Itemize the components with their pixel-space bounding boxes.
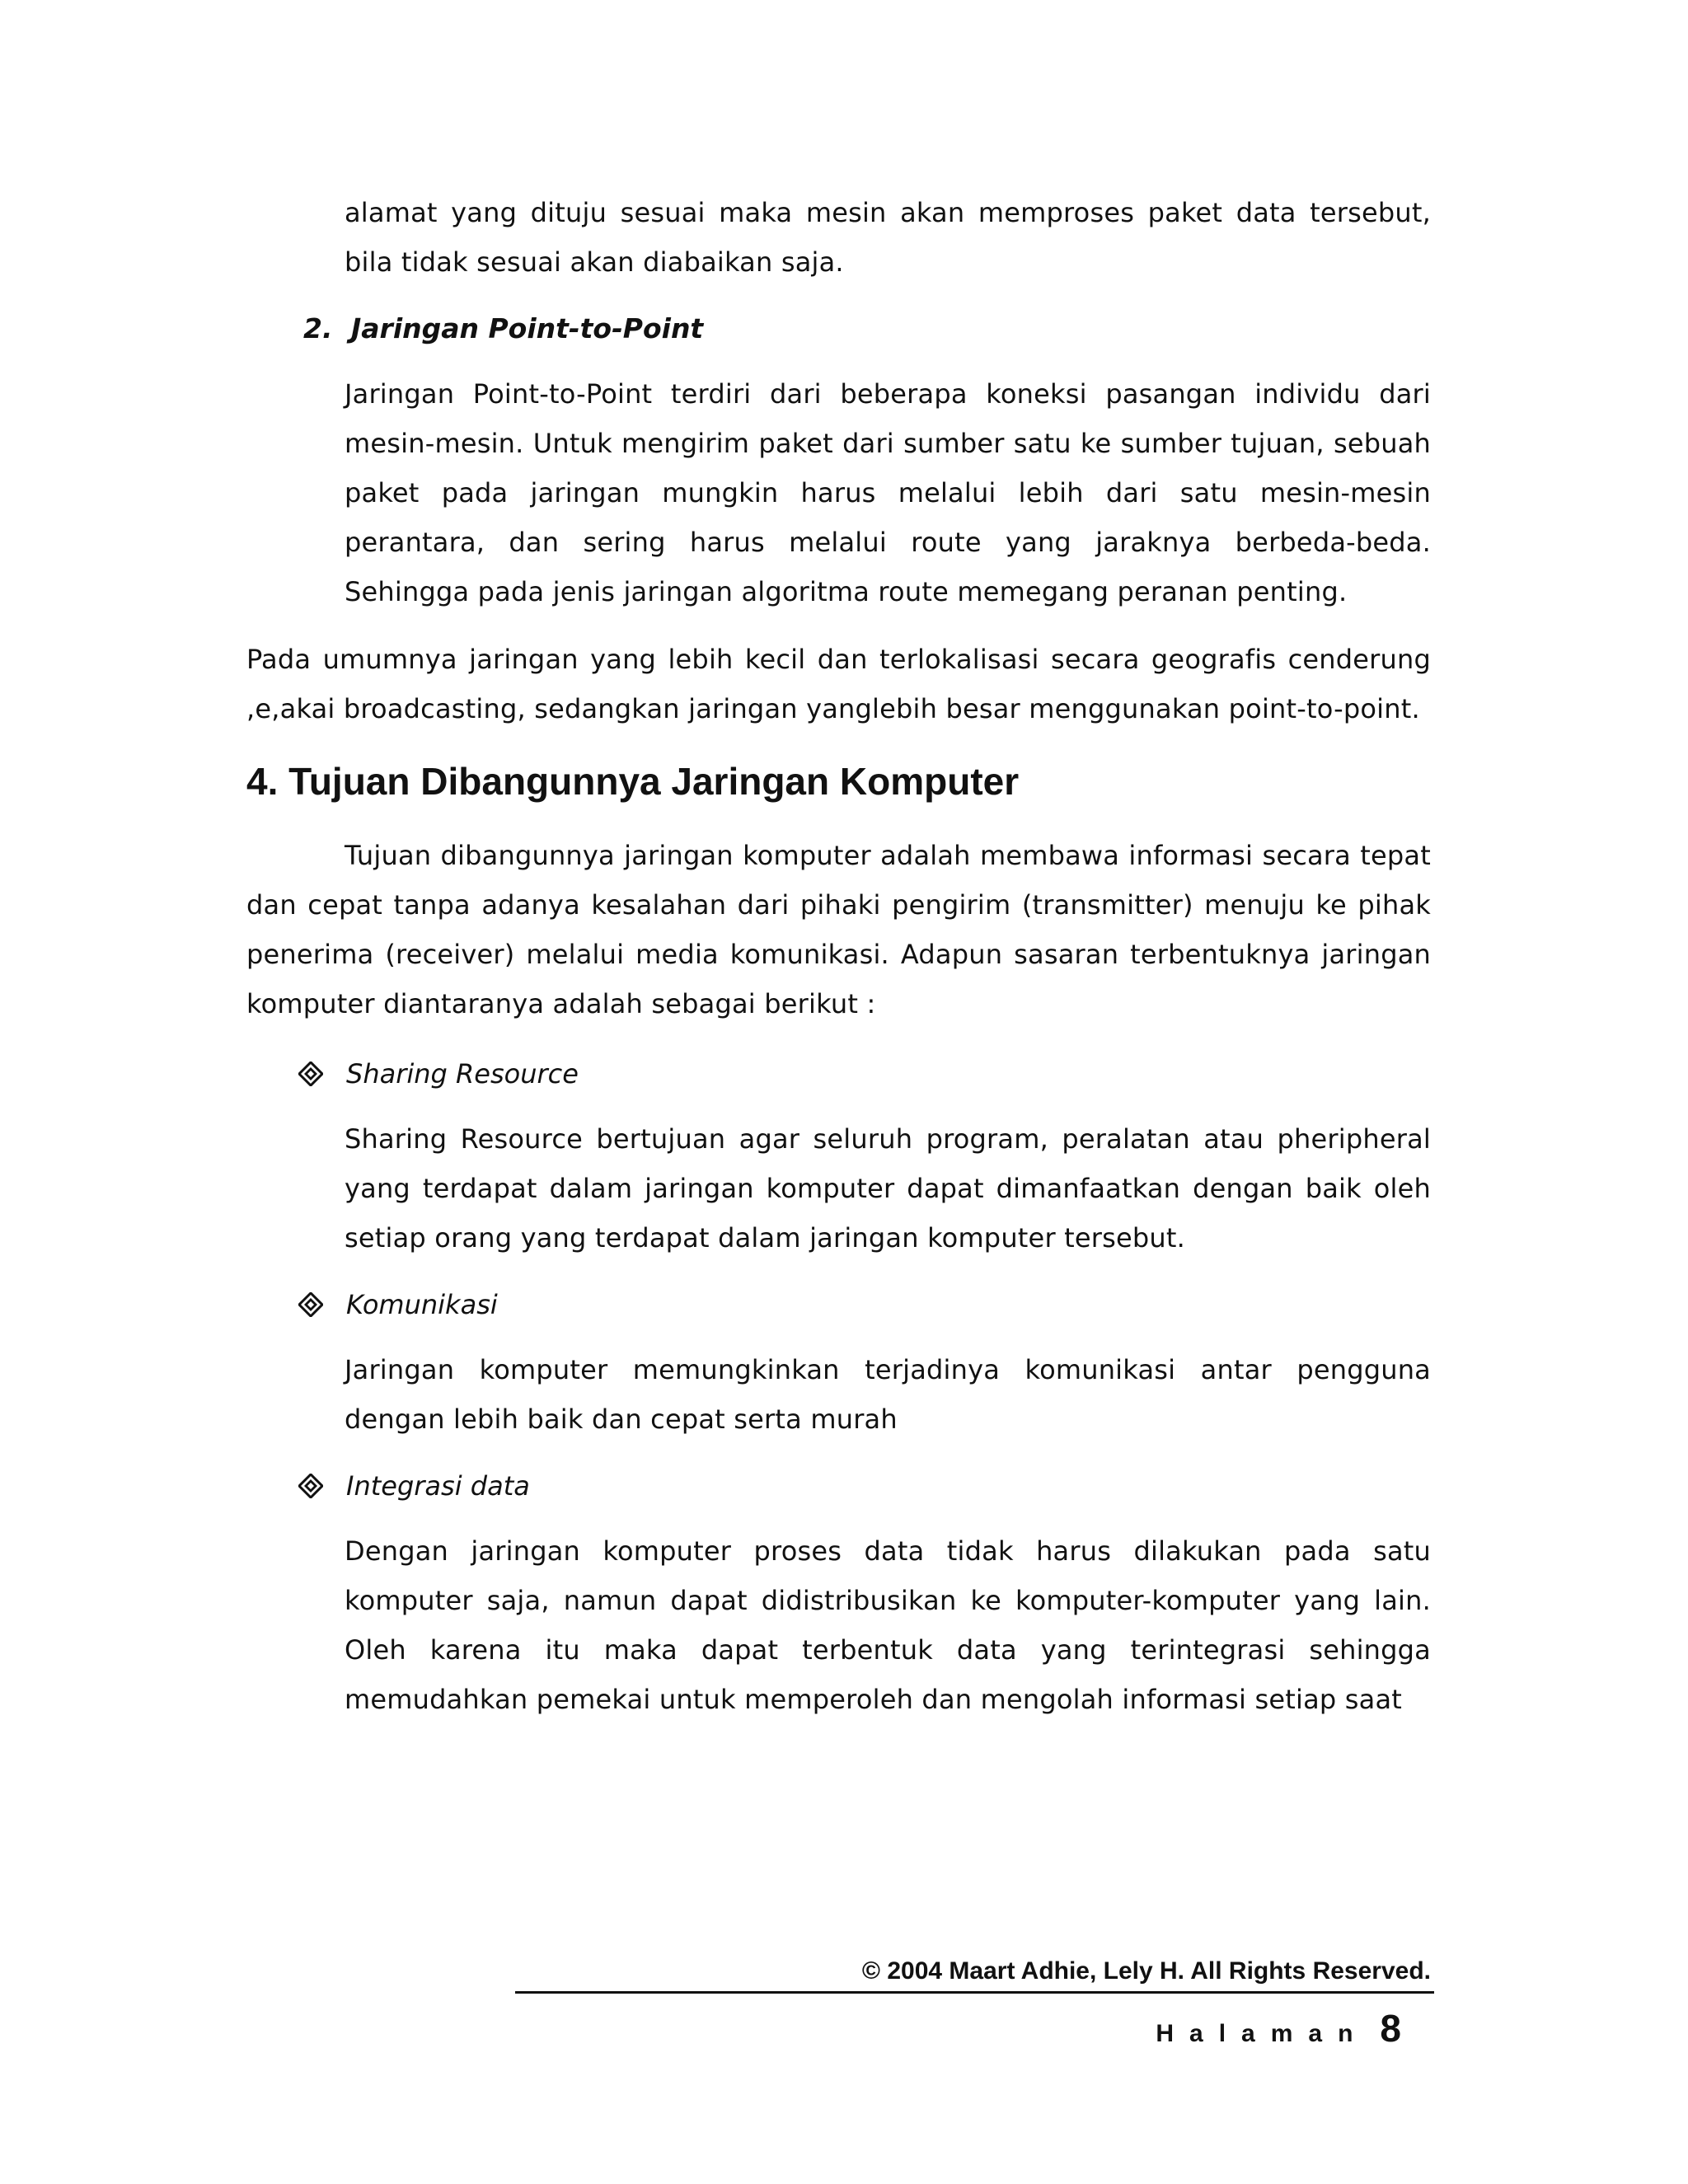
page-number: 8 xyxy=(1380,2007,1401,2050)
bullet-item-integrasi-data xyxy=(298,1465,530,1507)
diamond-bullet-icon xyxy=(298,1292,323,1317)
intro-continuation-paragraph: alamat yang dituju sesuai maka mesin akan memproses paket data tersebut, bila tidak sesuai akan diabaikan saja. xyxy=(345,197,1431,278)
section-heading: 4. Tujuan Dibangunnya Jaringan Komputer xyxy=(246,760,1020,803)
bullet-body: Dengan jaringan komputer proses data tidak harus dilakukan pada satu komputer saja, namun dapat didistribusikan ke komputer-komputer yang lain. Oleh karena itu maka dapat terbentuk data yang terintegrasi sehingga memudahkan pemekai untuk memperoleh dan mengolah informasi setiap saat xyxy=(345,1535,1431,1715)
bullet-item-komunikasi xyxy=(298,1284,498,1325)
bullet-label: Sharing Resource xyxy=(346,1058,579,1090)
bullet-body: Jaringan komputer memungkinkan terjadinya komunikasi antar pengguna dengan lebih baik dan cepat serta murah xyxy=(345,1354,1431,1435)
diamond-bullet-icon xyxy=(298,1062,323,1086)
diamond-bullet-icon xyxy=(298,1474,323,1498)
subsection-number: 2. xyxy=(303,312,333,344)
bullet-body: Sharing Resource bertujuan agar seluruh program, peralatan atau pheripheral yang terdapat dalam jaringan komputer dapat dimanfaatkan dengan baik oleh setiap orang yang terdapat dalam jaringan komputer tersebut. xyxy=(345,1123,1431,1254)
subsection-heading xyxy=(303,308,703,349)
bullet-item-sharing-resource xyxy=(298,1053,579,1094)
subsection-title: Jaringan Point-to-Point xyxy=(351,312,704,344)
bullet-label: Komunikasi xyxy=(346,1289,498,1320)
page-label: Halaman xyxy=(1156,2020,1369,2047)
summary-paragraph: Pada umumnya jaringan yang lebih kecil dan terlokalisasi secara geografis cenderung ,e,akai broadcasting, sedangkan jaringan yanglebih besar menggunakan point-to-point. xyxy=(246,644,1431,724)
footer-page-indicator xyxy=(1156,2006,1401,2050)
bullet-label: Integrasi data xyxy=(346,1470,530,1502)
section-intro-paragraph: Tujuan dibangunnya jaringan komputer adalah membawa informasi secara tepat dan cepat tanpa adanya kesalahan dari pihaki pengirim (transmitter) menuju ke pihak penerima (receiver) melalui media komunikasi. Adapun sasaran terbentuknya jaringan komputer diantaranya adalah sebagai berikut : xyxy=(246,840,1431,1019)
point-to-point-paragraph: Jaringan Point-to-Point terdiri dari beberapa koneksi pasangan individu dari mesin-mesin. Untuk mengirim paket dari sumber satu ke sumber tujuan, sebuah paket pada jaringan mungkin harus melalui lebih dari satu mesin-mesin perantara, dan sering harus melalui route yang jaraknya berbeda-beda. Sehingga pada jenis jaringan algoritma route memegang peranan penting. xyxy=(345,378,1431,607)
footer-divider xyxy=(515,1991,1434,1994)
footer-copyright: © 2004 Maart Adhie, Lely H. All Rights Reserved. xyxy=(861,1957,1431,1985)
